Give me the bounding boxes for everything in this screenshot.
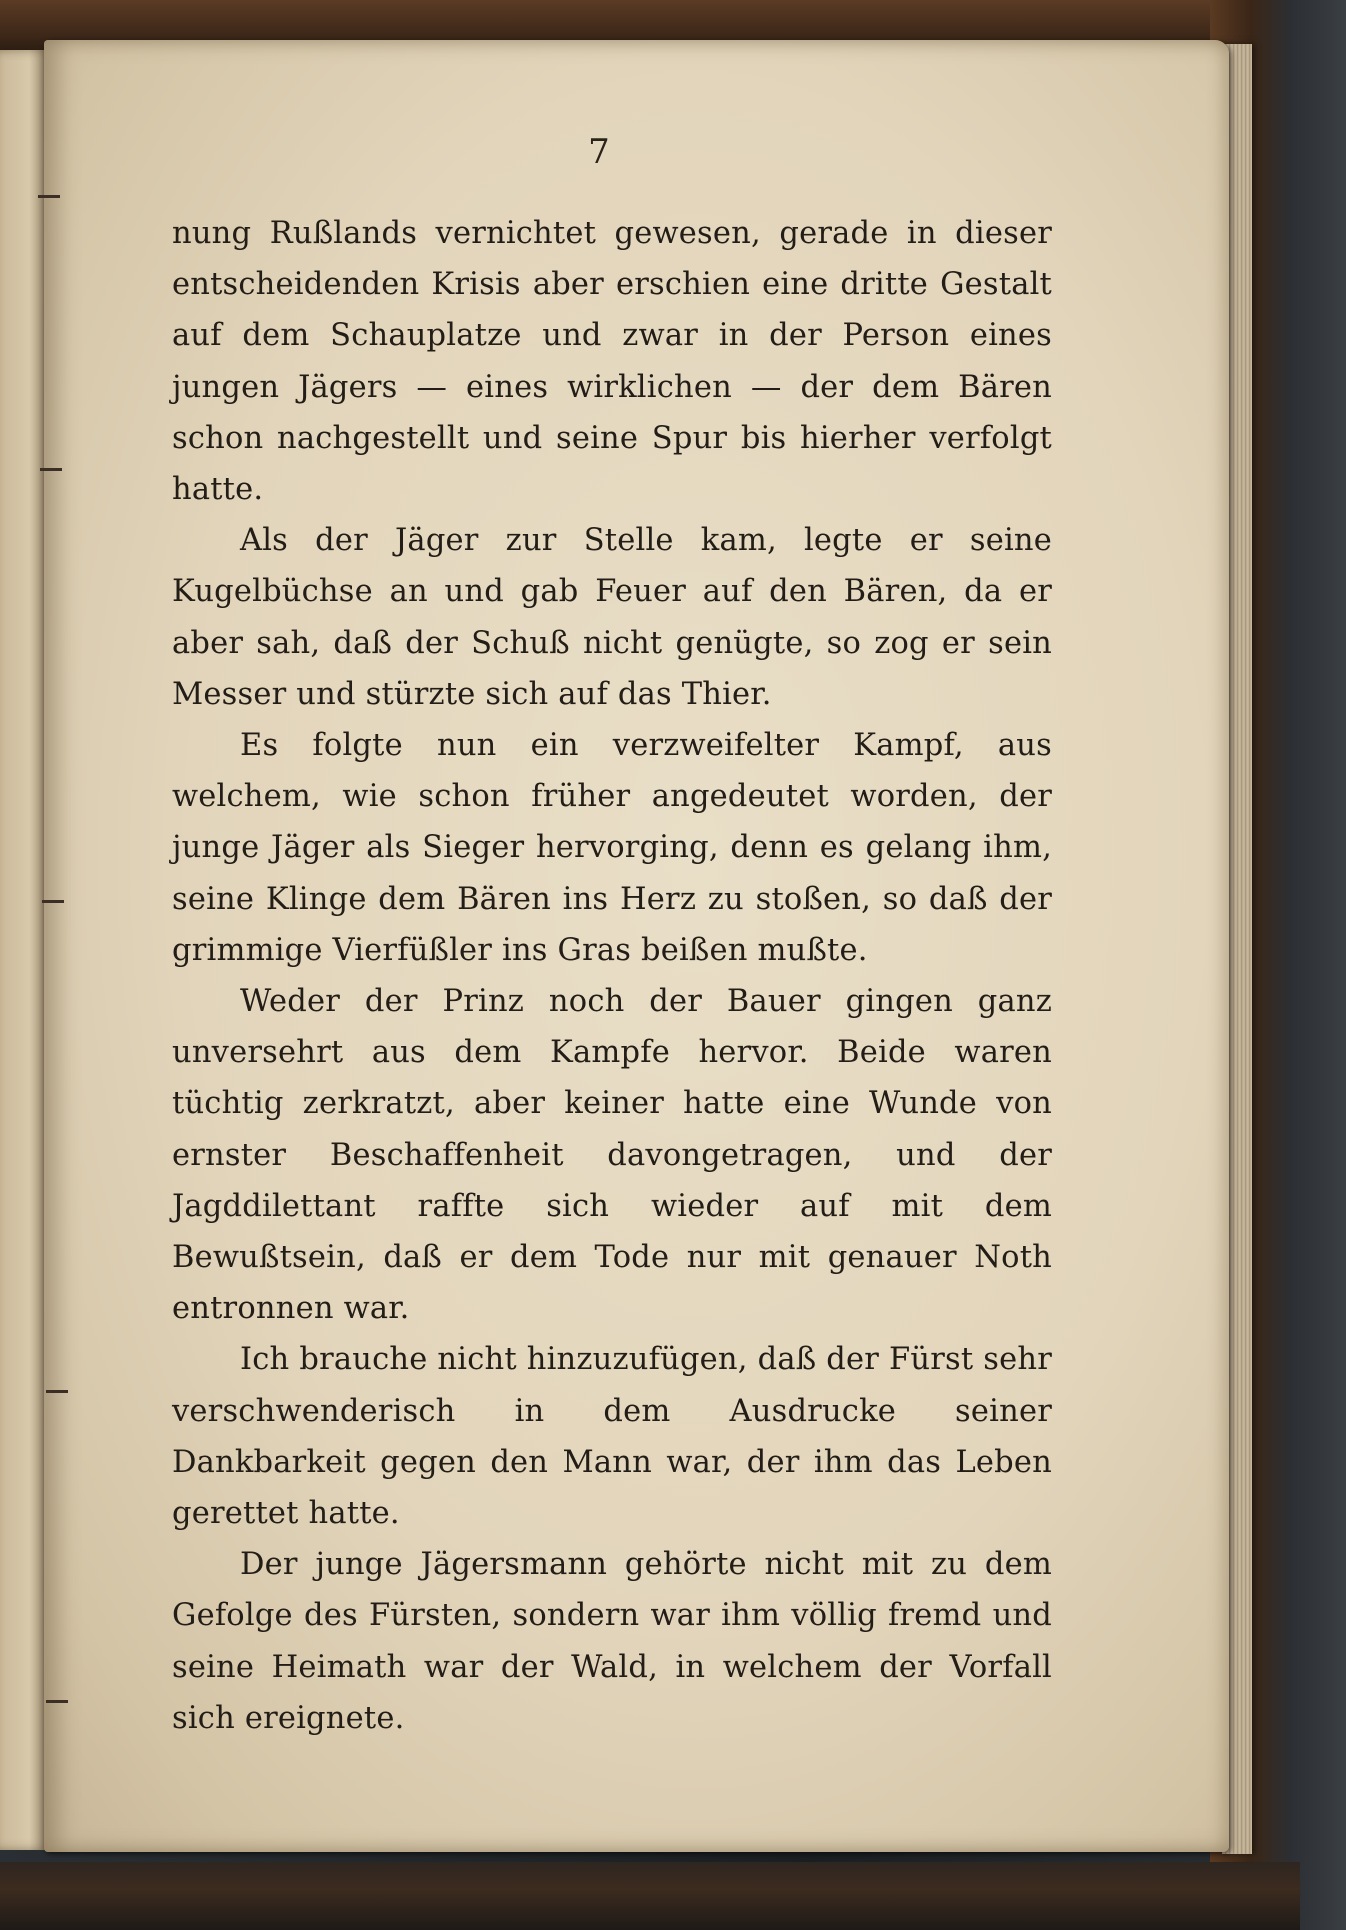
- paragraph: Als der Jäger zur Stelle kam, legte er seine Kugelbüchse an und gab Feuer auf den Bären, da er aber sah, daß der Schuß nicht genügte, so zog er sein Messer und stürzte sich auf das Thier.: [172, 523, 1052, 712]
- book-page: [44, 40, 1229, 1852]
- page-number: 7: [588, 132, 610, 172]
- binding-thread-mark: [38, 195, 60, 198]
- binding-thread-mark: [46, 1390, 68, 1393]
- paragraph: Der junge Jägersmann gehörte nicht mit zu dem Gefolge des Fürsten, sondern war ihm völlig fremd und seine Heimath war der Wald, in welchem der Vorfall sich ereignete.: [172, 1547, 1052, 1736]
- facing-page-edge: [0, 50, 48, 1850]
- body-text: [172, 208, 1052, 1744]
- paragraph-continuation: nung Rußlands vernichtet gewesen, gerade in dieser entscheidenden Krisis aber erschien eine dritte Gestalt auf dem Schauplatze und zwar in der Person eines jungen Jägers — eines wirklichen — der dem Bären schon nachgestellt und seine Spur bis hierher verfolgt hatte.: [172, 216, 1052, 508]
- binding-thread-mark: [42, 900, 64, 903]
- book-cover-bottom: [0, 1862, 1300, 1930]
- binding-thread-mark: [40, 468, 62, 471]
- paragraph: Ich brauche nicht hinzuzufügen, daß der Fürst sehr verschwenderisch in dem Ausdrucke seiner Dankbarkeit gegen den Mann war, der ihm das Leben gerettet hatte.: [172, 1342, 1052, 1532]
- binding-thread-mark: [46, 1700, 68, 1703]
- paragraph: Weder der Prinz noch der Bauer gingen ganz unversehrt aus dem Kampfe hervor. Beide waren tüchtig zerkratzt, aber keiner hatte eine Wunde von ernster Beschaffenheit davongetragen, und der Jagddilettant raffte sich wieder auf mit dem Bewußtsein, daß er dem Tode nur mit genauer Noth entronnen war.: [172, 984, 1052, 1327]
- paragraph: Es folgte nun ein verzweifelter Kampf, aus welchem, wie schon früher angedeutet worden, der junge Jäger als Sieger hervorging, denn es gelang ihm, seine Klinge dem Bären ins Herz zu stoßen, so daß der grimmige Vierfüßler ins Gras beißen mußte.: [172, 728, 1052, 968]
